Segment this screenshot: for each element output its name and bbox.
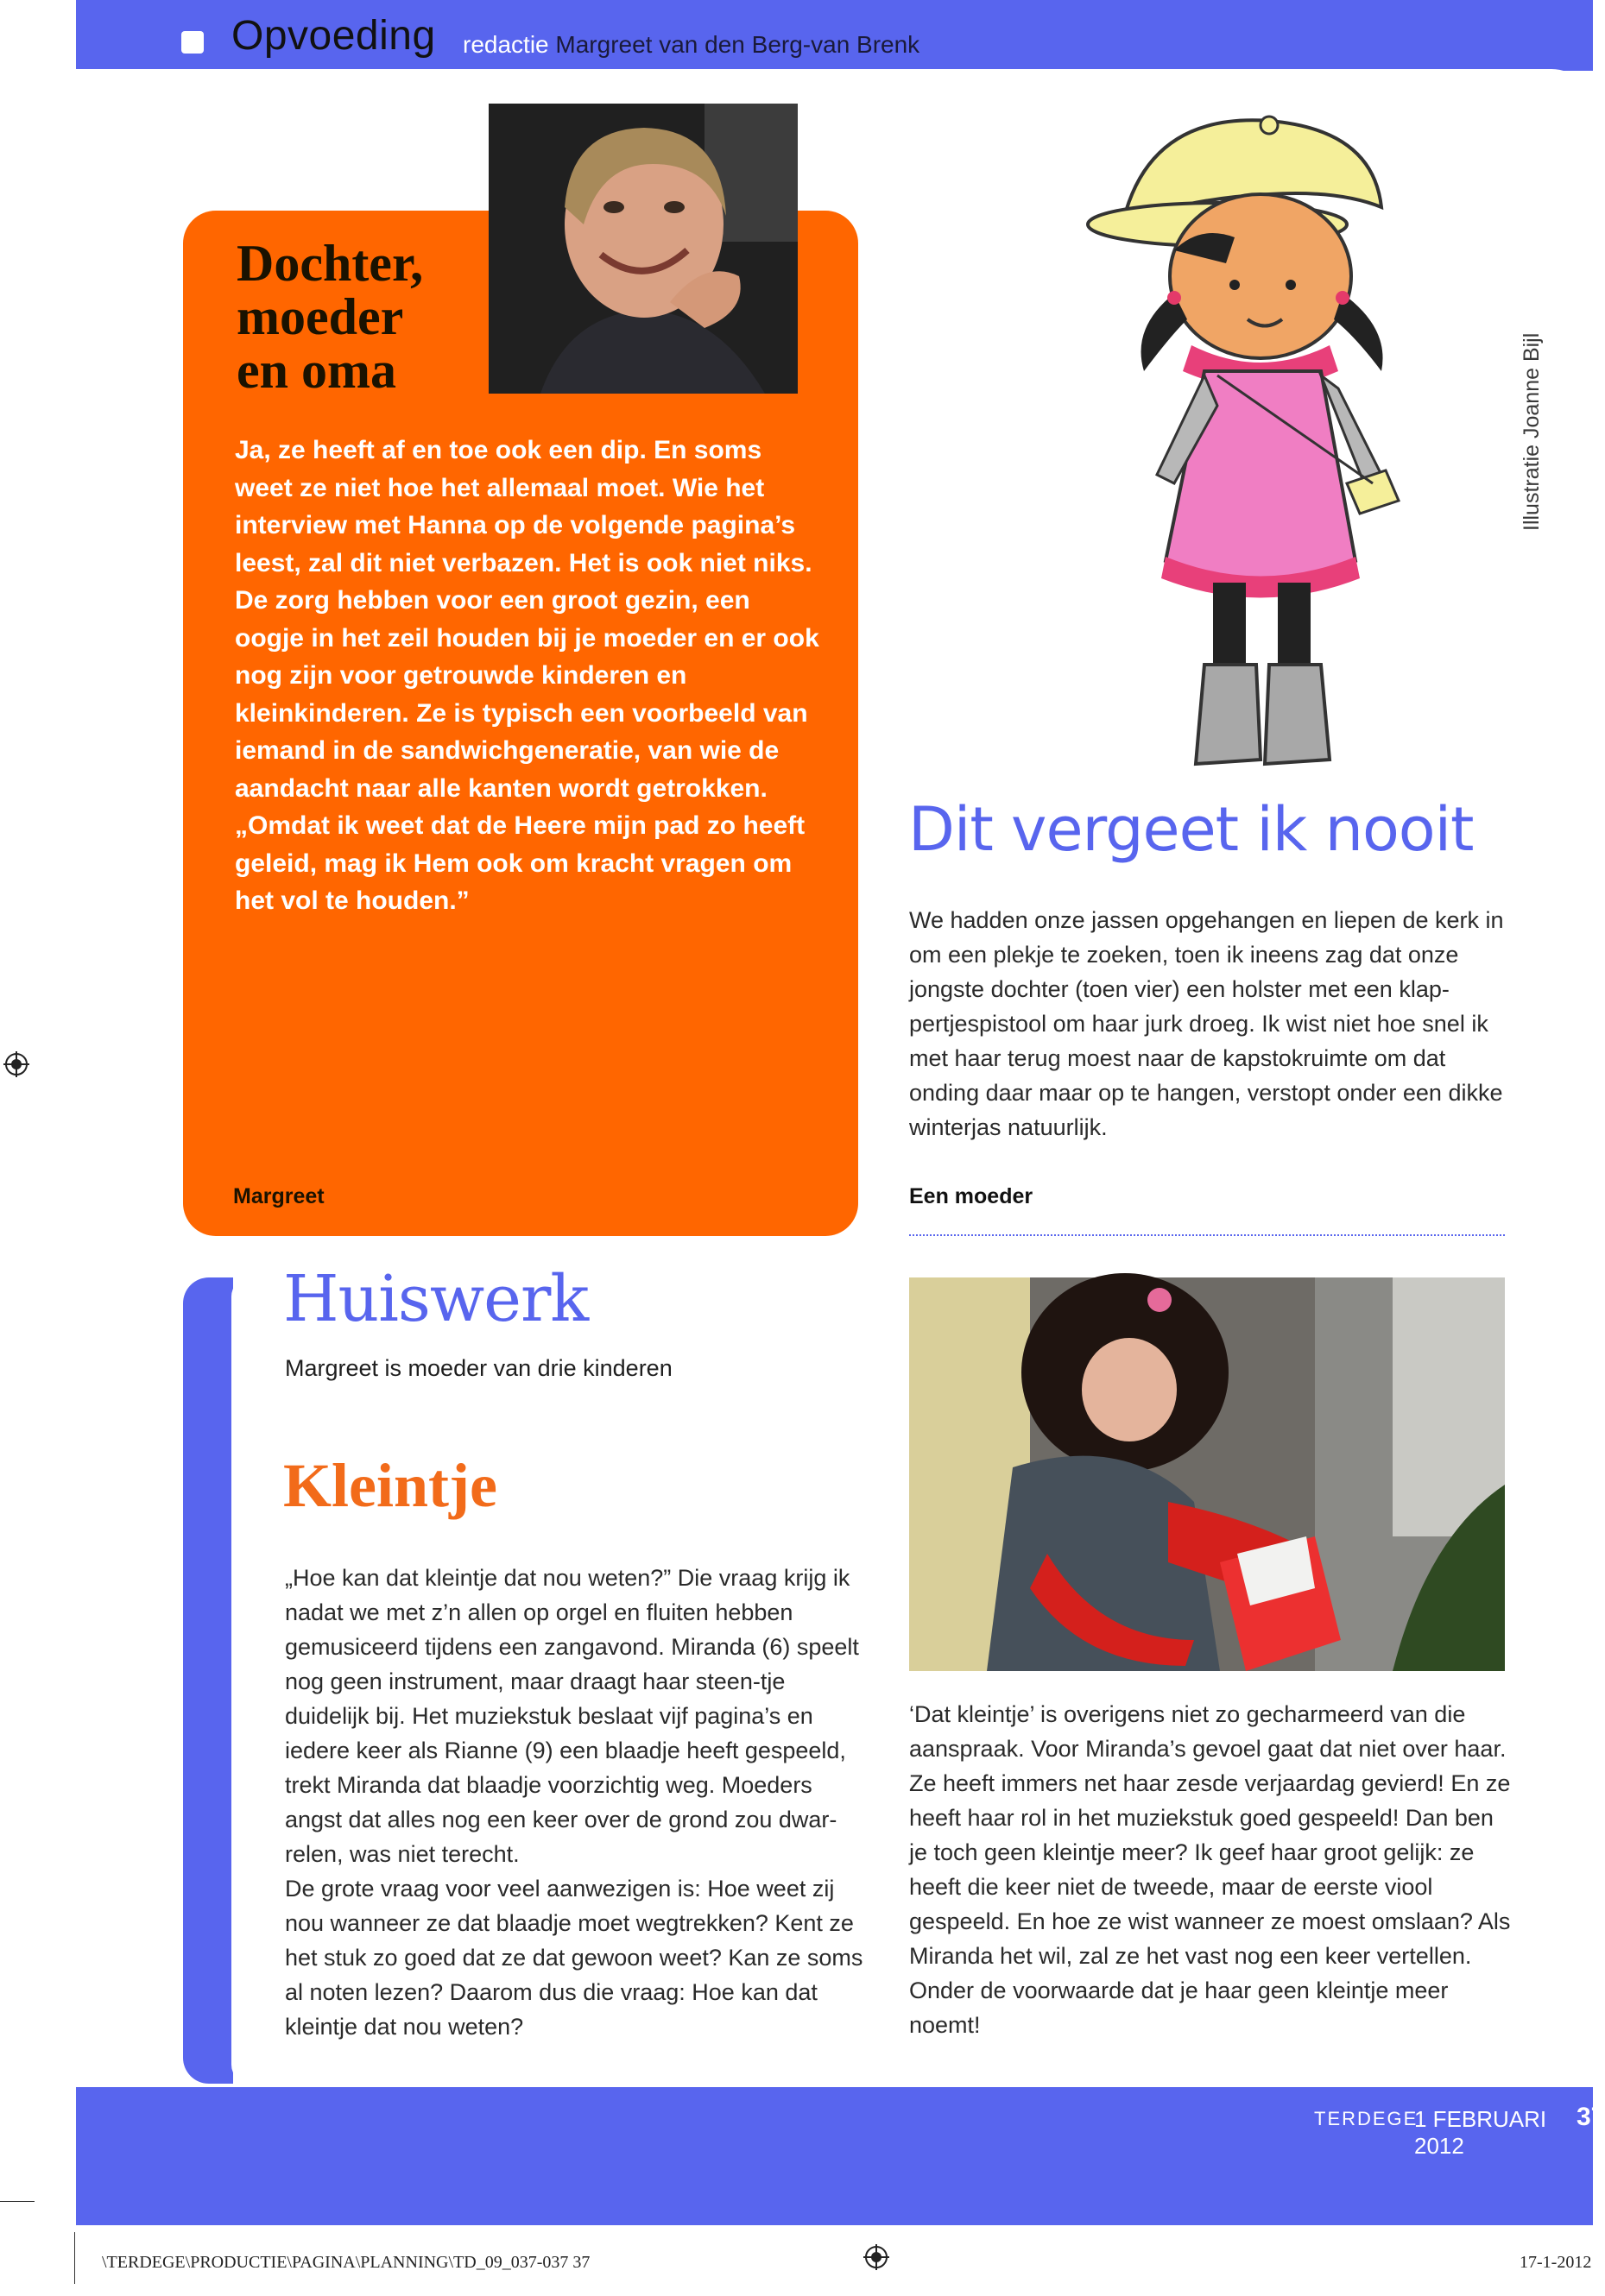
intro-title-line-1: Dochter,: [237, 235, 424, 292]
memory-text: We hadden onze jassen opgehangen en liepen de kerk in om een plekje te zoeken, toen ik ineens zag dat onze jongste dochter (toen vier) een holster met een klap-pertjespistool om haar jurk droeg. Ik wist niet hoe snel ik met haar terug moest naar de kapstokruimte om dat onding daar maar op te hangen, verstopt onder een dikke winterjas natuurlijk.: [909, 907, 1504, 1140]
homework-inset: [231, 1277, 257, 2084]
memory-signature: Een moeder: [909, 1184, 1033, 1208]
section-marker: [181, 31, 204, 54]
intro-signature: Margreet: [233, 1184, 325, 1208]
homework-side-bar: [183, 1277, 233, 2084]
registration-mark-icon: [863, 2244, 889, 2270]
intro-title-line-2: moeder: [237, 288, 404, 345]
editor-label: redactie: [463, 31, 549, 58]
print-file-path: \TERDEGE\PRODUCTIE\PAGINA\PLANNING\TD_09_037-037 37: [102, 2253, 591, 2272]
editor-credit: [463, 31, 919, 59]
story-text-left: „Hoe kan dat kleintje dat nou weten?” Die vraag krijg ik nadat we met z’n allen op orgel en fluiten hebben gemusiceerd tijdens een zangavond. Miranda (6) speelt nog geen instrument, maar draagt haar steen-tje duidelijk bij. Het muziekstuk beslaat vijf pagina’s en iedere keer als Rianne (9) een blaadje heeft gespeeld, trekt Miranda dat blaadje voorzichtig weg. Moeders angst dat alles nog een keer over de grond zou dwar-relen, was niet terecht. De grote vraag voor veel aanwezigen is: Hoe weet zij nou wanneer ze dat blaadje moet wegtrekken? Kent ze het stuk zo goed dat ze dat gewoon weet? Kan ze soms al noten lezen? Daarom dus die vraag: Hoe kan dat kleintje dat nou weten?: [285, 1565, 863, 2040]
girl-drawing: [1027, 78, 1528, 785]
portrait-image: [489, 104, 798, 394]
story-title: Kleintje: [283, 1451, 497, 1520]
intro-text: Ja, ze heeft af en toe ook een dip. En soms weet ze niet hoe het allemaal moet. Wie het interview met Hanna op de volgende pagina’s leest, zal dit niet verbazen. Het is ook niet niks. De zorg hebben voor een groot gezin, een oogje in het zeil houden bij je moeder en er ook nog zijn voor getrouwde kinderen en kleinkinderen. Ze is typisch een voorbeeld van iemand in de sandwichgeneratie, van wie de aandacht naar alle kanten wordt getrokken. „Omdat ik weet dat de Heere mijn pad zo heeft geleid, mag ik Hem ook om kracht vragen om het vol te houden.”: [235, 436, 819, 915]
girl-illustration: [1027, 78, 1528, 785]
intro-title-line-3: en oma: [237, 342, 396, 399]
homework-subtitle: Margreet is moeder van drie kinderen: [285, 1355, 673, 1381]
child-image: [909, 1277, 1505, 1671]
section-title: Opvoeding: [231, 13, 436, 59]
editor-portrait-photo: [489, 104, 798, 394]
dotted-divider: [909, 1234, 1505, 1236]
intro-title: [237, 237, 423, 397]
memory-title: Dit vergeet ik nooit: [908, 794, 1474, 865]
page-number: 37: [1577, 2103, 1605, 2131]
footer-magazine: TERDEGE: [1314, 2108, 1419, 2129]
crop-mark: [0, 2201, 35, 2202]
child-photo: [909, 1277, 1505, 1671]
print-date: 17-1-2012: [1520, 2253, 1592, 2272]
registration-mark-icon: [3, 1051, 29, 1077]
homework-title: Huiswerk: [283, 1262, 589, 1336]
footer-date: 1 FEBRUARI 2012: [1414, 2106, 1547, 2159]
editor-name: Margreet van den Berg-van Brenk: [555, 31, 920, 58]
story-text-right: ‘Dat kleintje’ is overigens niet zo gecharmeerd van die aanspraak. Voor Miranda’s gevoel gaat dat niet over haar. Ze heeft immers net haar zesde verjaardag gevierd! En ze heeft haar rol in het muziekstuk goed gespeeld! Dan ben je toch geen kleintje meer? Ik geef haar groot gelijk: ze heeft die keer niet de tweede, maar de eerste viool gespeeld. En hoe ze wist wanneer ze moest omslaan? Als Miranda het wil, zal ze het vast nog een keer vertellen. Onder de voorwaarde dat je haar geen kleintje meer noemt!: [909, 1701, 1511, 2038]
illustration-credit: Illustratie Joanne Bijl: [1520, 332, 1544, 531]
crop-mark: [74, 2232, 75, 2284]
